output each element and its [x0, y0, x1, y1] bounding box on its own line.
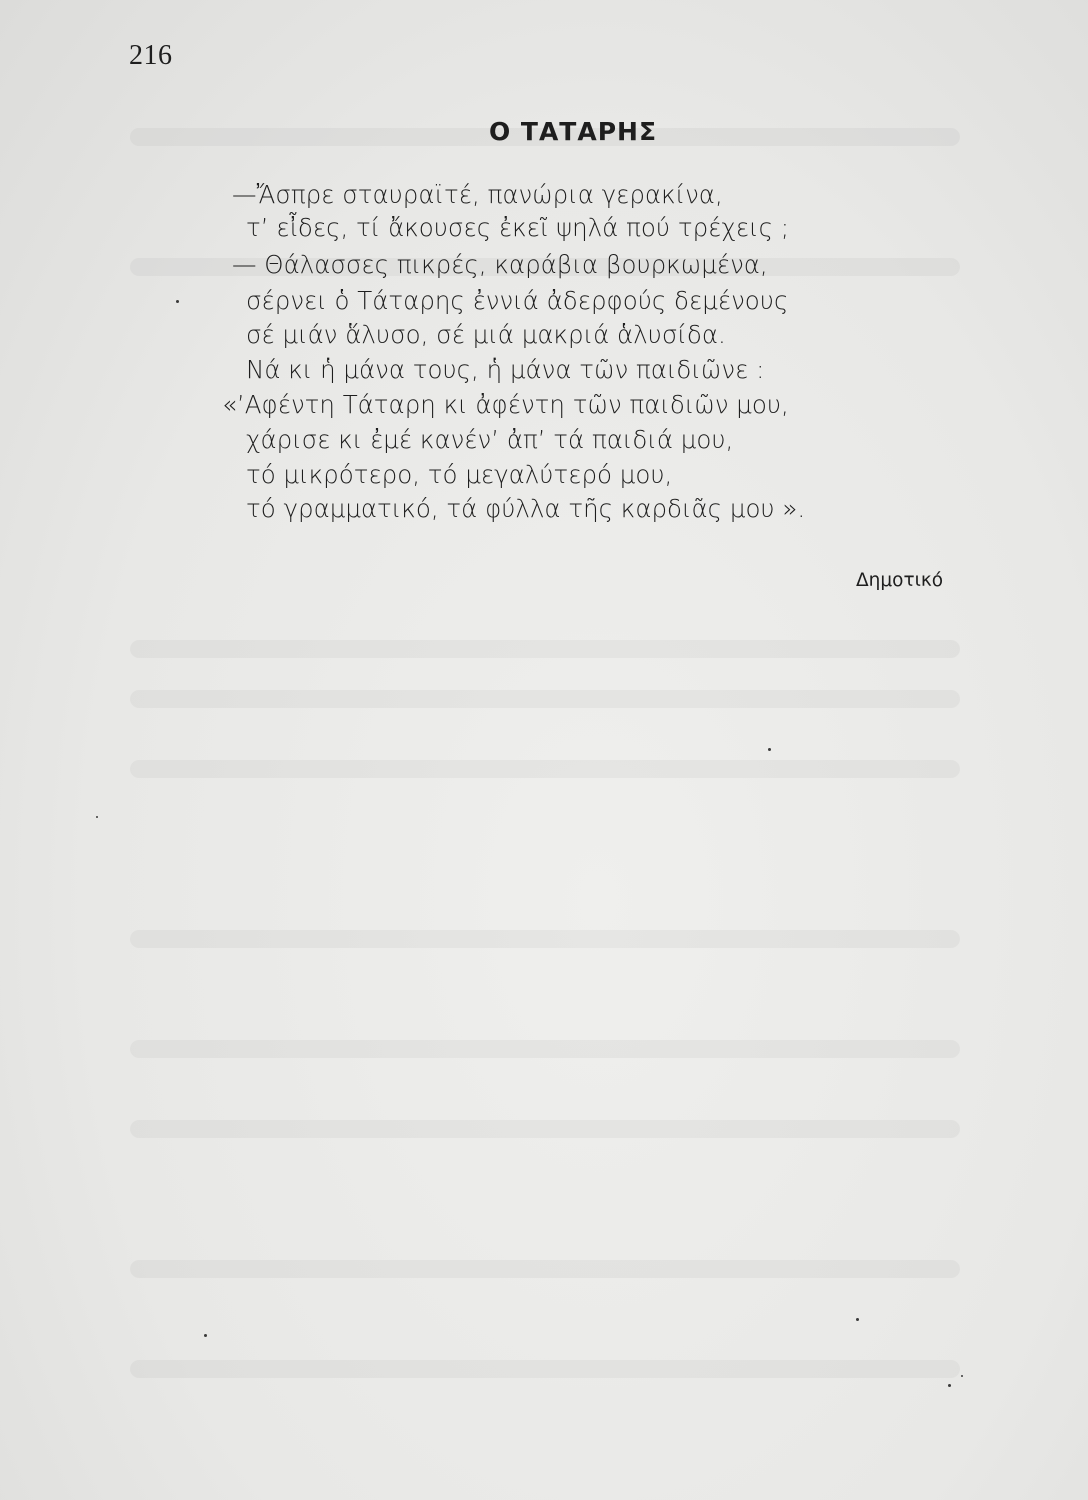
- poem-line: Νά κι ἡ μάνα τους, ἡ μάνα τῶν παιδιῶνε :: [246, 355, 765, 384]
- print-speck: [948, 1384, 951, 1387]
- show-through-texture: [130, 1360, 960, 1378]
- show-through-texture: [130, 760, 960, 778]
- poem-line: χάρισε κι ἐμέ κανέν’ ἀπ’ τά παιδιά μου,: [246, 425, 734, 454]
- poem-attribution: Δημοτικό: [856, 570, 944, 591]
- poem-line: σέ μιάν ἅλυσο, σέ μιά μακριά ἁλυσίδα.: [246, 320, 726, 349]
- print-speck: [176, 300, 179, 303]
- print-speck: [961, 1375, 963, 1377]
- show-through-texture: [130, 1120, 960, 1138]
- print-speck: [96, 816, 98, 818]
- print-speck: [204, 1334, 207, 1337]
- poem-line: —Ἄσπρε σταυραϊτέ, πανώρια γερακίνα,: [232, 180, 723, 209]
- show-through-texture: [130, 1260, 960, 1278]
- page-number: 216: [129, 40, 173, 71]
- poem-line: — Θάλασσες πικρές, καράβια βουρκωμένα,: [232, 250, 768, 279]
- show-through-texture: [130, 1040, 960, 1058]
- print-speck: [856, 1318, 859, 1321]
- poem-line: τ’ εἶδες, τί ἄκουσες ἐκεῖ ψηλά πού τρέχεις ;: [246, 213, 790, 242]
- poem-line: τό μικρότερο, τό μεγαλύτερό μου,: [246, 460, 673, 489]
- poem-line: σέρνει ὁ Τάταρης ἐννιά ἀδερφούς δεμένους: [246, 286, 789, 315]
- show-through-texture: [130, 640, 960, 658]
- print-speck: [768, 748, 771, 751]
- show-through-texture: [130, 930, 960, 948]
- show-through-texture: [130, 690, 960, 708]
- poem-line: τό γραμματικό, τά φύλλα τῆς καρδιᾶς μου ».: [246, 494, 806, 523]
- poem-title: Ο ΤΑΤΑΡΗΣ: [488, 117, 658, 146]
- poem-line: «’Αφέντη Τάταρη κι ἀφέντη τῶν παιδιῶν μου,: [222, 390, 789, 419]
